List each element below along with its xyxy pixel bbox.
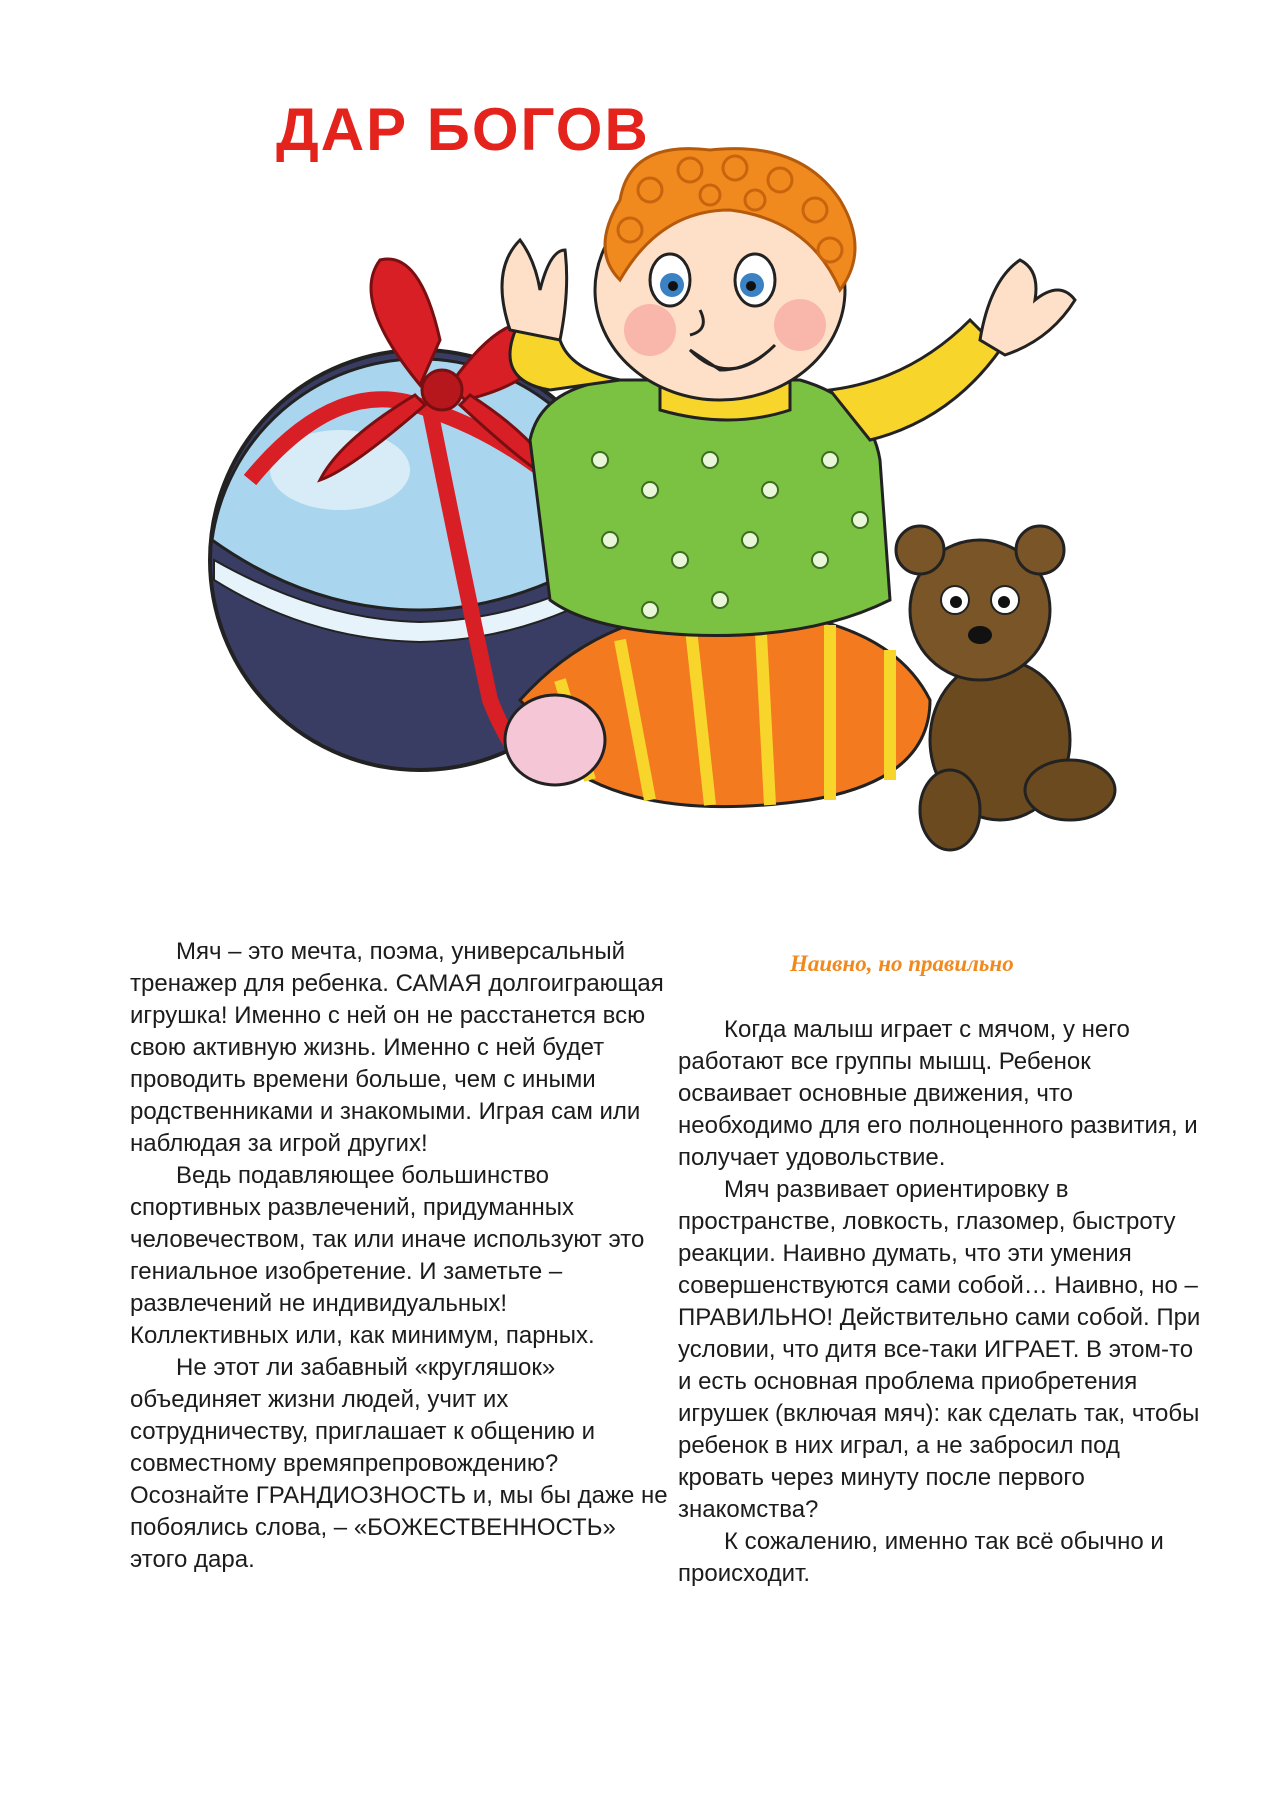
paragraph: Мяч – это мечта, поэма, универсальный тренажер для ребенка. САМАЯ долгоиграющая игрушка! Именно с ней он не расстанется всю свою активную жизнь. Именно с ней будет проводить времени больше, чем с иными родственниками и знакомыми. Играя сам или наблюдая за игрой других!	[130, 938, 664, 1157]
paragraph: Ведь подавляющее большинство спортивных развлечений, придуманных человечеством, так или иначе используют это гениальное изобретение. И заметьте – развлечений не индивидуальных! Коллективных или, как минимум, парных.	[130, 1162, 645, 1349]
illustration-baby-with-ball	[190, 140, 1200, 900]
section-subheading: Наивно, но правильно	[790, 951, 1014, 976]
paragraph: Когда малыш играет с мячом, у него работают все группы мышц. Ребенок осваивает основные движения, что необходимо для его полноценного развития, и получает удовольствие.	[678, 1016, 1198, 1171]
left-text-column	[130, 936, 670, 1576]
page-title: ДАР БОГОВ	[276, 96, 650, 163]
paragraph: Мяч развивает ориентировку в пространстве, ловкость, глазомер, быстроту реакции. Наивно думать, что эти умения совершенствуются сами собой… Наивно, но – ПРАВИЛЬНО! Действительно сами собой. При условии, что дитя все-таки ИГРАЕТ. В этом-то и есть основная проблема приобретения игрушек (включая мяч): как сделать так, чтобы ребенок в них играл, а не забросил под кровать через минуту после первого знакомства?	[678, 1176, 1201, 1523]
teddy-bear-image	[896, 526, 1115, 850]
right-text-column	[678, 1014, 1203, 1590]
paragraph: К сожалению, именно так всё обычно и происходит.	[678, 1528, 1164, 1587]
paragraph: Не этот ли забавный «кругляшок» объединяет жизни людей, учит их сотрудничеству, приглашает к общению и совместному времяпрепровождению? Осознайте ГРАНДИОЗНОСТЬ и, мы бы даже не побоялись слова, – «БОЖЕСТВЕННОСТЬ» этого дара.	[130, 1354, 668, 1573]
